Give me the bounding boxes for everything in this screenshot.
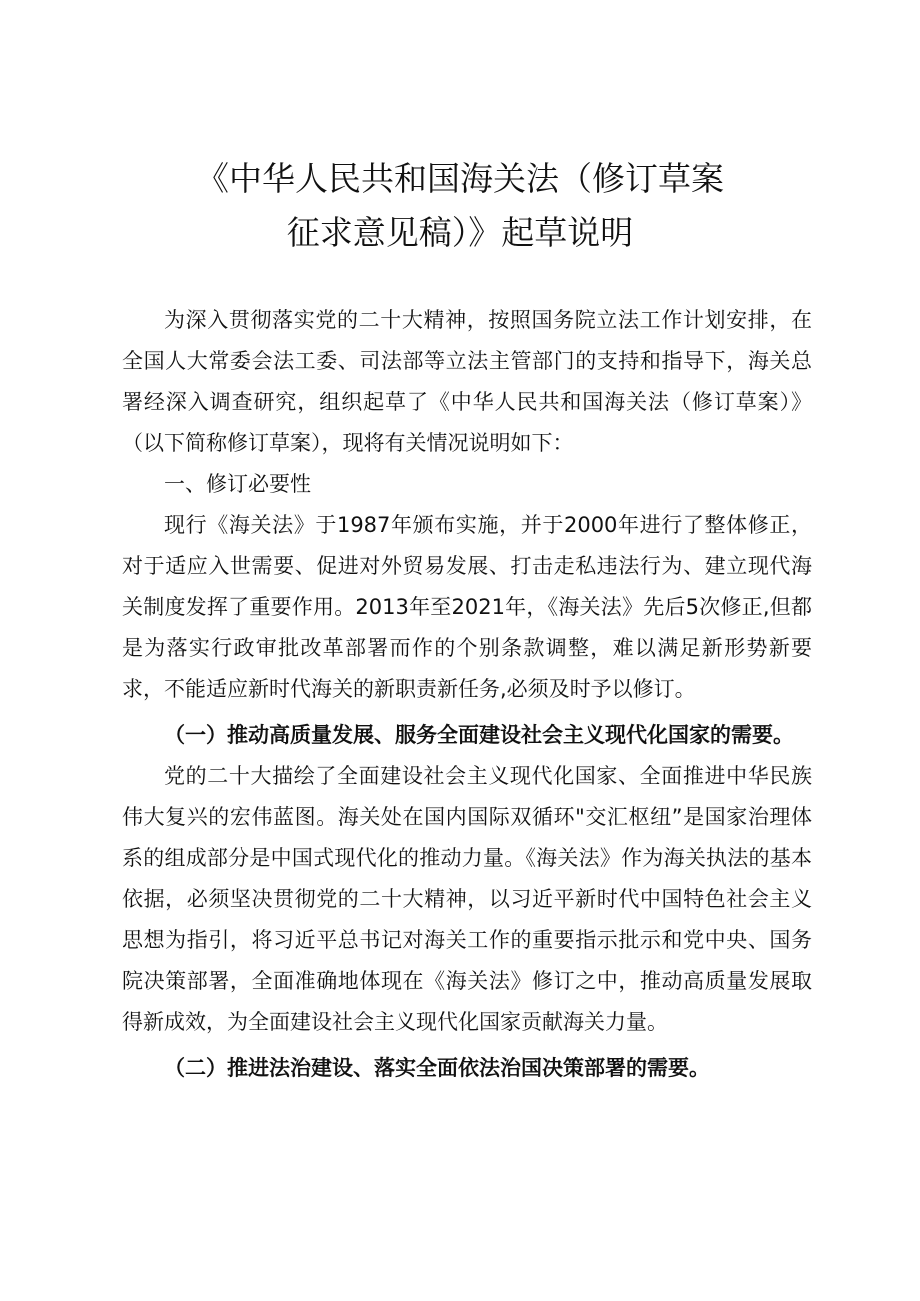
document-body bbox=[122, 300, 812, 1089]
intro-paragraph: 为深入贯彻落实党的二十大精神，按照国务院立法工作计划安排，在全国人大常委会法工委、司法部等立法主管部门的支持和指导下，海关总署经深入调查研究，组织起草了《中华人民共和国海关法（修订草案）》（以下简称修订草案），现将有关情况说明如下： bbox=[122, 308, 812, 455]
subsection-heading-high-quality-development: （一）推动高质量发展、服务全面建设社会主义现代化国家的需要。 bbox=[164, 723, 794, 747]
document-title-line-1: 《中华人民共和国海关法（修订草案 bbox=[196, 159, 724, 198]
section-paragraph-current-law: 现行《海关法》于1987年颁布实施，并于2000年进行了整体修正，对于适应入世需要、促进对外贸易发展、打击走私违法行为、建立现代海关制度发挥了重要作用。2013年至2021年，《海关法》先后5次修正,但都是为落实行政审批改革部署而作的个别条款调整，难以满足新形势新要求，不能适应新时代海关的新职责新任务,必须及时予以修订。 bbox=[122, 513, 812, 701]
subsection-paragraph-twentieth-congress: 党的二十大描绘了全面建设社会主义现代化国家、全面推进中华民族伟大复兴的宏伟蓝图。海关处在国内国际双循环"交汇枢纽”是国家治理体系的组成部分是中国式现代化的推动力量。《海关法》作为海关执法的基本依据，必须坚决贯彻党的二十大精神，以习近平新时代中国特色社会主义思想为指引，将习近平总书记对海关工作的重要指示批示和党中央、国务院决策部署，全面准确地体现在《海关法》修订之中，推动高质量发展取得新成效，为全面建设社会主义现代化国家贡献海关力量。 bbox=[122, 764, 812, 1034]
document-title bbox=[120, 152, 800, 260]
subsection-heading-rule-of-law: （二）推进法治建设、落实全面依法治国决策部署的需要。 bbox=[164, 1056, 710, 1080]
document-title-line-2: 征求意见稿）》起草说明 bbox=[286, 213, 634, 252]
section-heading-necessity: 一、修订必要性 bbox=[164, 472, 311, 496]
